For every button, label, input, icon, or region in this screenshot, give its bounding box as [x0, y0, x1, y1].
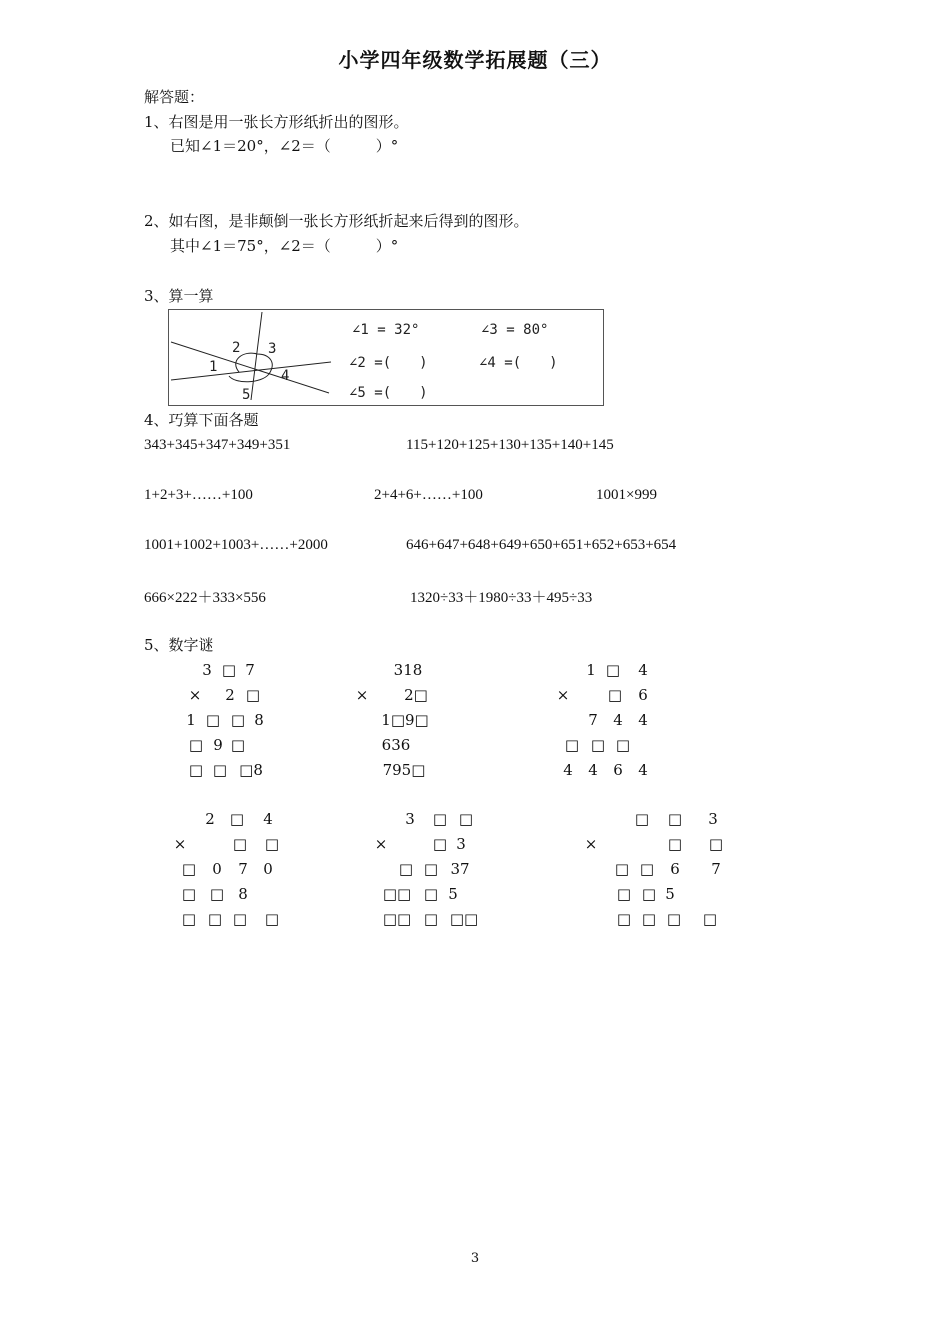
digit: □	[181, 860, 197, 878]
digit: □	[458, 810, 474, 828]
digit: □	[212, 761, 228, 779]
digit: □	[641, 910, 657, 928]
digit: □	[181, 910, 197, 928]
digit: 1□9□	[381, 711, 429, 729]
digit: □	[205, 711, 221, 729]
digit: 4	[638, 761, 648, 779]
digit: □	[232, 835, 248, 853]
angle-4: ∠4 =( )	[479, 355, 558, 371]
q5-heading: 5、数字谜	[144, 636, 214, 654]
digit: □	[564, 736, 580, 754]
angle-figure	[168, 309, 604, 406]
digit: 3	[405, 810, 415, 828]
digit: 4	[263, 810, 273, 828]
fig-label-4: 4	[281, 368, 290, 384]
q4-heading: 4、巧算下面各题	[144, 411, 259, 429]
fig-label-5: 5	[242, 387, 251, 403]
digit: □	[432, 835, 448, 853]
fig-label-2: 2	[232, 340, 241, 356]
digit: □	[221, 661, 237, 679]
digit: □	[607, 686, 623, 704]
digit: 3	[202, 661, 212, 679]
digit: 1	[586, 661, 596, 679]
q1-line2: 已知∠1＝20°，∠2＝（ ）°	[170, 137, 399, 155]
digit: □	[209, 885, 225, 903]
digit: □	[667, 835, 683, 853]
times-sign: ×	[188, 686, 202, 704]
digit: □	[181, 885, 197, 903]
digit: 6	[613, 761, 623, 779]
digit: □	[616, 885, 632, 903]
digit: □	[639, 860, 655, 878]
digit: 3	[456, 835, 466, 853]
digit: 8	[254, 711, 264, 729]
digit: 0	[263, 860, 273, 878]
digit: 2	[205, 810, 215, 828]
angle-5: ∠5 =( )	[349, 385, 428, 401]
q3-heading: 3、算一算	[144, 287, 214, 305]
digit: □	[188, 736, 204, 754]
expr-6: 1001+1002+1003+……+2000	[144, 537, 328, 553]
digit: □□	[449, 910, 479, 928]
expr-2: 115+120+125+130+135+140+145	[406, 437, 614, 453]
digit: □	[615, 736, 631, 754]
digit: □	[616, 910, 632, 928]
digit: □□	[382, 885, 412, 903]
digit: □	[605, 661, 621, 679]
times-sign: ×	[374, 835, 388, 853]
digit: □	[188, 761, 204, 779]
digit: 318	[393, 661, 423, 679]
digit: 7	[711, 860, 721, 878]
digit: 4	[638, 711, 648, 729]
digit: 2□	[404, 686, 428, 704]
digit: 3	[708, 810, 718, 828]
digit: 1	[186, 711, 196, 729]
digit: □8	[239, 761, 263, 779]
times-sign: ×	[556, 686, 570, 704]
digit: 4	[563, 761, 573, 779]
digit: 37	[450, 860, 470, 878]
digit: □	[666, 910, 682, 928]
digit: 6	[670, 860, 680, 878]
angle-3: ∠3 = 80°	[481, 322, 549, 338]
expr-1: 343+345+347+349+351	[144, 437, 291, 453]
digit: □	[667, 810, 683, 828]
expr-9: 1320÷33＋1980÷33＋495÷33	[410, 590, 593, 606]
digit: □	[432, 810, 448, 828]
times-sign: ×	[355, 686, 369, 704]
digit: □	[423, 910, 439, 928]
digit: 0	[212, 860, 222, 878]
digit: □	[641, 885, 657, 903]
q1-line1: 1、右图是用一张长方形纸折出的图形。	[144, 113, 409, 131]
digit: 7	[245, 661, 255, 679]
q2-line1: 2、如右图，是非颠倒一张长方形纸折起来后得到的图形。	[144, 212, 529, 230]
digit: 4	[638, 661, 648, 679]
digit: 636	[381, 736, 411, 754]
expr-5: 1001×999	[596, 487, 657, 503]
digit: □	[207, 910, 223, 928]
digit: 2	[225, 686, 235, 704]
digit: □	[229, 810, 245, 828]
digit: 7	[588, 711, 598, 729]
page-number: 3	[470, 1251, 480, 1266]
digit: □	[702, 910, 718, 928]
expr-3: 1+2+3+……+100	[144, 487, 253, 503]
fig-label-1: 1	[209, 359, 218, 375]
times-sign: ×	[584, 835, 598, 853]
fig-label-3: 3	[268, 341, 277, 357]
digit: 795□	[382, 761, 426, 779]
expr-4: 2+4+6+……+100	[374, 487, 483, 503]
digit: 8	[238, 885, 248, 903]
digit: □	[230, 736, 246, 754]
page-title: 小学四年级数学拓展题（三）	[338, 48, 612, 72]
digit: □□	[382, 910, 412, 928]
digit: 5	[665, 885, 675, 903]
digit: □	[232, 910, 248, 928]
digit: □	[708, 835, 724, 853]
line-c	[251, 312, 262, 400]
digit: □	[245, 686, 261, 704]
digit: □	[264, 910, 280, 928]
line-b	[171, 362, 331, 380]
angle-2: ∠2 =( )	[349, 355, 428, 371]
digit: 9	[213, 736, 223, 754]
digit: □	[423, 860, 439, 878]
angle-1: ∠1 = 32°	[352, 322, 420, 338]
digit: 4	[613, 711, 623, 729]
digit: □	[423, 885, 439, 903]
digit: 4	[588, 761, 598, 779]
digit: 6	[638, 686, 648, 704]
digit: □	[590, 736, 606, 754]
digit: 5	[448, 885, 458, 903]
expr-8: 666×222＋333×556	[144, 590, 266, 606]
times-sign: ×	[173, 835, 187, 853]
line-a	[171, 342, 329, 393]
digit: □	[614, 860, 630, 878]
section-label: 解答题：	[144, 88, 205, 106]
q2-line2: 其中∠1＝75°，∠2＝（ ）°	[170, 237, 399, 255]
digit: 7	[238, 860, 248, 878]
digit: □	[634, 810, 650, 828]
digit: □	[398, 860, 414, 878]
expr-7: 646+647+648+649+650+651+652+653+654	[406, 537, 677, 553]
digit: □	[230, 711, 246, 729]
digit: □	[264, 835, 280, 853]
